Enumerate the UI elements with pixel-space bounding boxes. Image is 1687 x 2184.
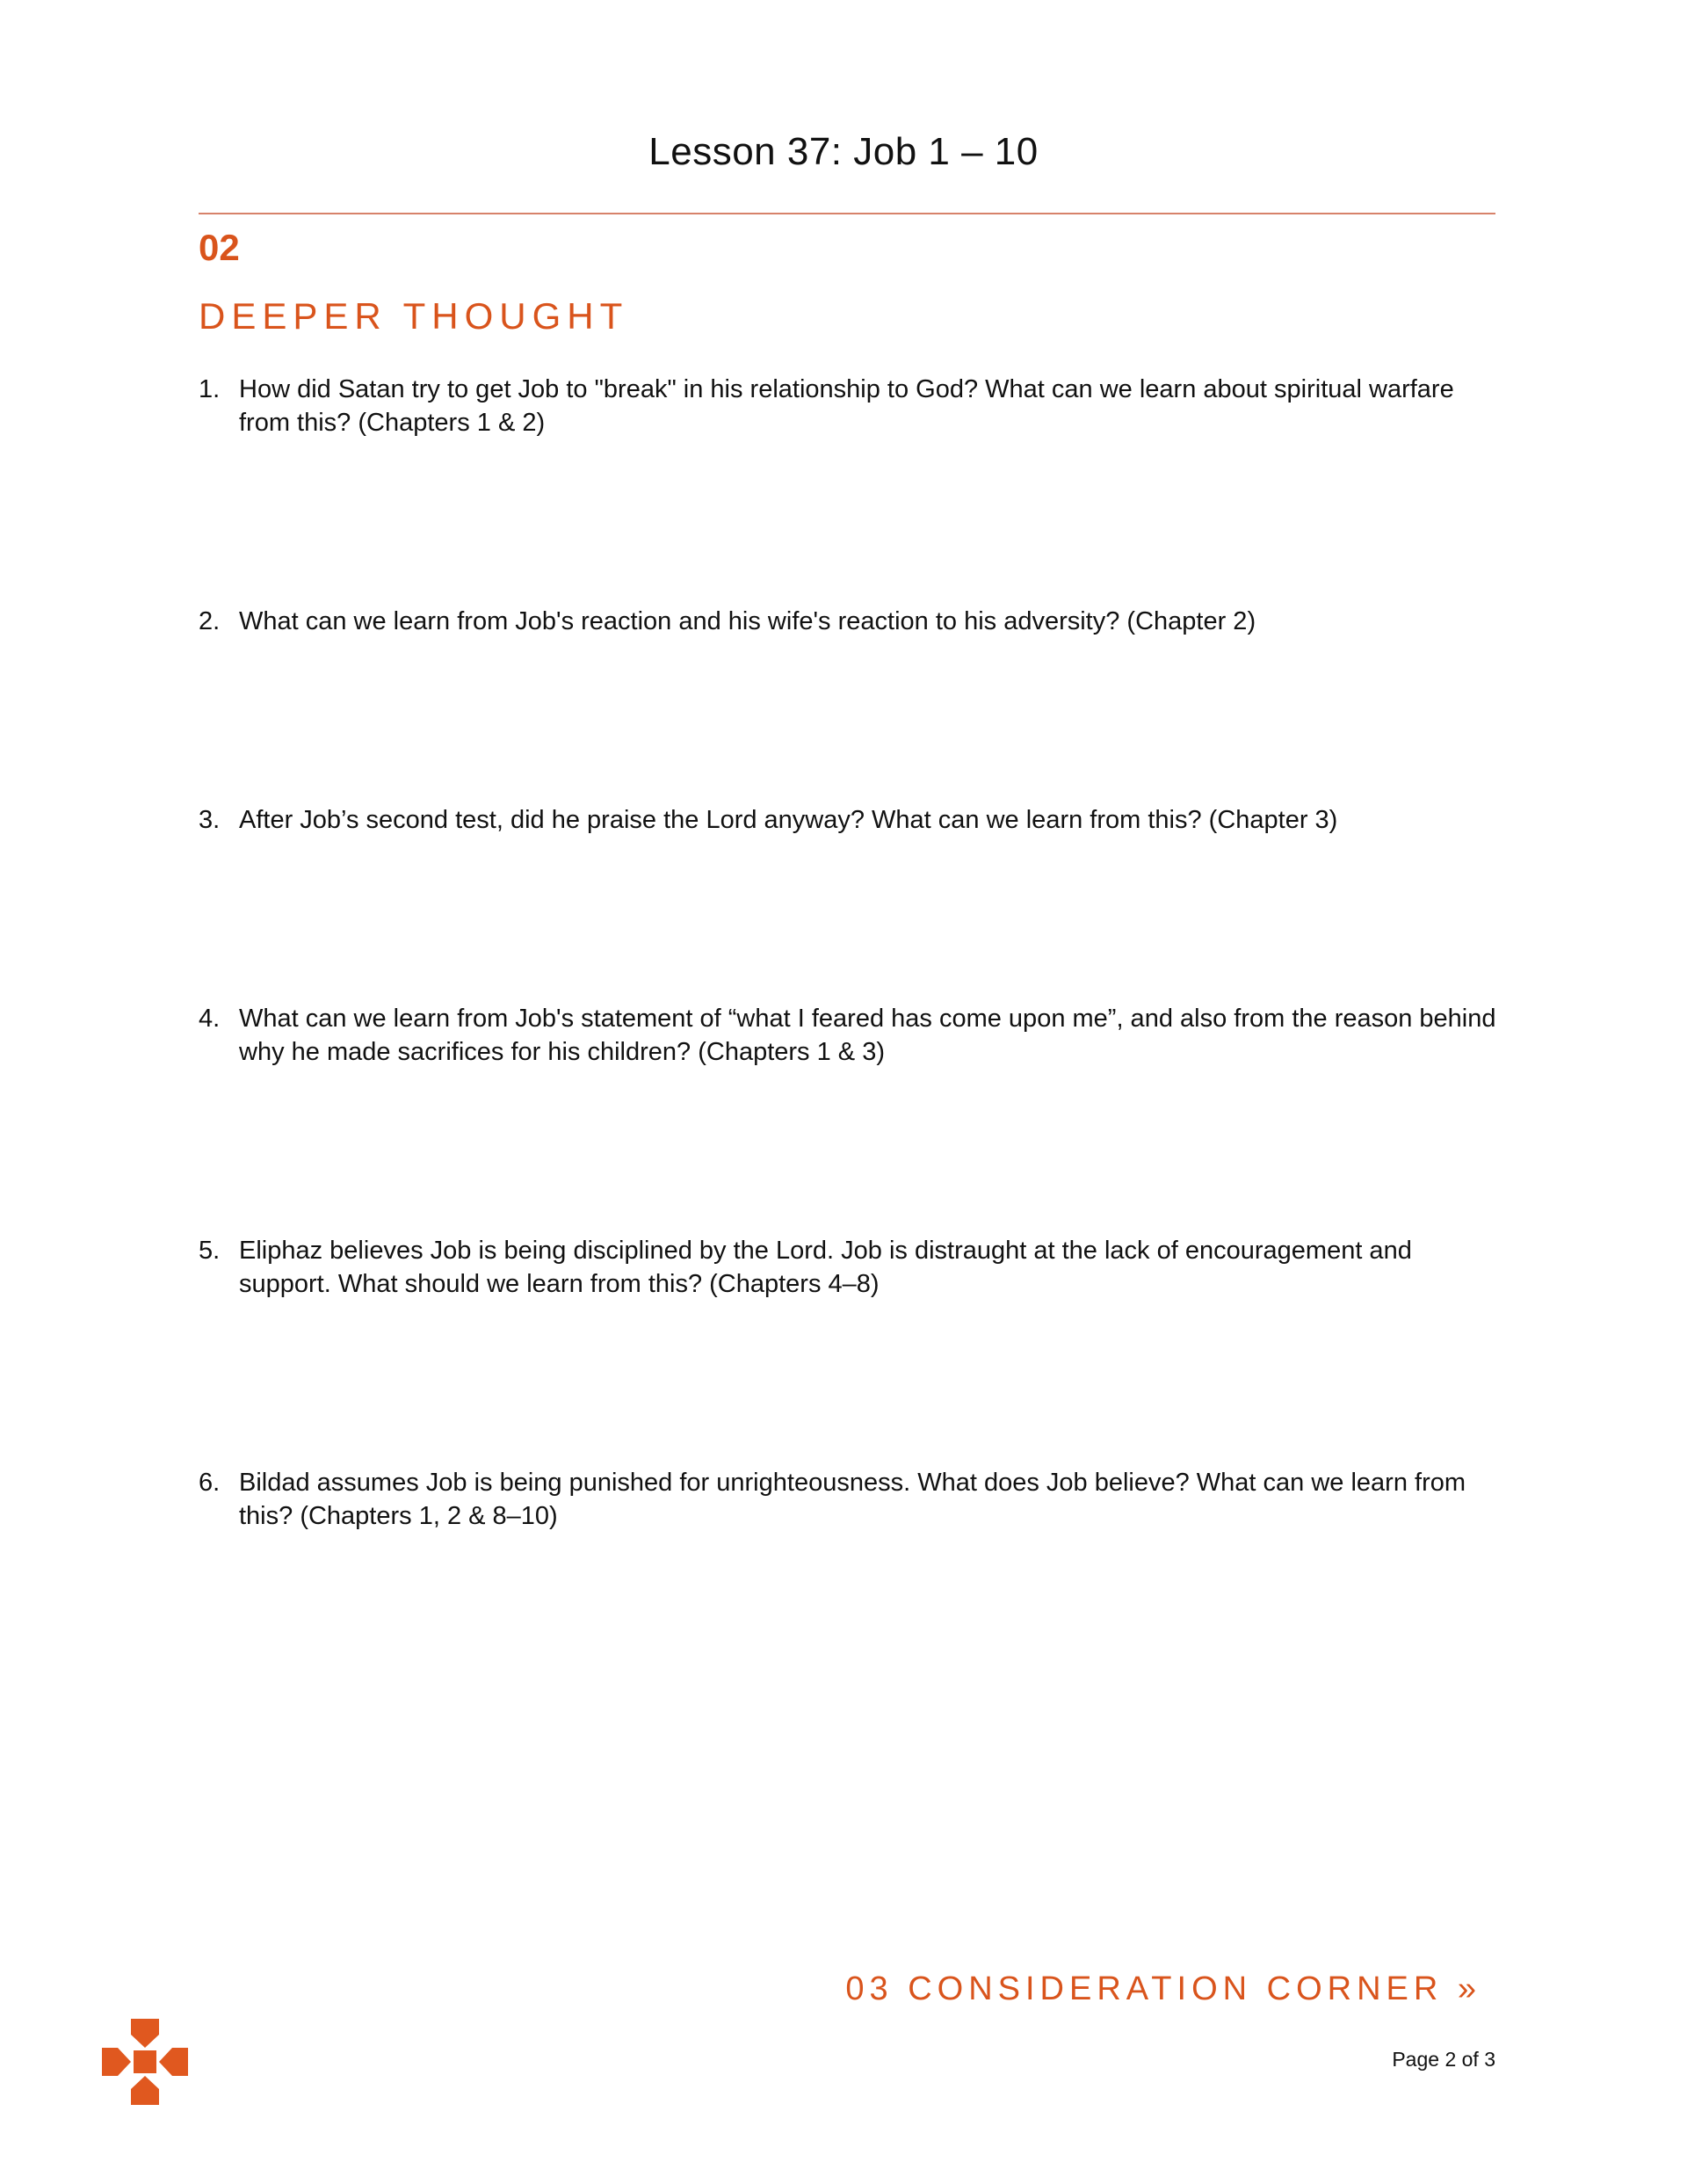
question-item — [199, 803, 1508, 837]
question-number: 1. — [199, 375, 221, 403]
question-number: 2. — [199, 607, 221, 635]
question-text: After Job’s second test, did he praise the Lord anyway? What can we learn from this? (Chapter 3) — [239, 806, 1338, 834]
question-item — [199, 605, 1508, 638]
header-divider — [199, 213, 1495, 214]
lesson-title: Lesson 37: Job 1 – 10 — [648, 130, 1039, 173]
question-item — [199, 1466, 1508, 1533]
question-text: What can we learn from Job's reaction and his wife's reaction to his adversity? (Chapter 2) — [239, 607, 1256, 635]
question-number: 4. — [199, 1005, 221, 1033]
section-number: 02 — [199, 227, 240, 268]
question-item — [199, 1002, 1508, 1069]
question-number: 5. — [199, 1237, 221, 1265]
question-text: What can we learn from Job's statement of “what I feared has come upon me”, and also from the reason behind why he made sacrifices for his children? (Chapters 1 & 3) — [239, 1005, 1496, 1066]
orange-cross-logo-icon — [102, 2019, 188, 2105]
next-section-link[interactable]: 03 CONSIDERATION CORNER » — [845, 1970, 1481, 2007]
question-item — [199, 1234, 1508, 1301]
question-text: How did Satan try to get Job to "break" in his relationship to God? What can we learn about spiritual warfare from this? (Chapters 1 & 2) — [239, 375, 1454, 437]
question-item — [199, 373, 1508, 439]
question-text: Eliphaz believes Job is being disciplined by the Lord. Job is distraught at the lack of encouragement and support. What should we learn from this? (Chapters 4–8) — [239, 1237, 1412, 1298]
question-text: Bildad assumes Job is being punished for unrighteousness. What does Job believe? What can we learn from this? (Chapters 1, 2 & 8–10) — [239, 1469, 1466, 1530]
page-number: Page 2 of 3 — [1392, 2048, 1495, 2071]
section-heading: DEEPER THOUGHT — [199, 295, 629, 337]
question-number: 6. — [199, 1469, 221, 1497]
question-number: 3. — [199, 806, 221, 834]
